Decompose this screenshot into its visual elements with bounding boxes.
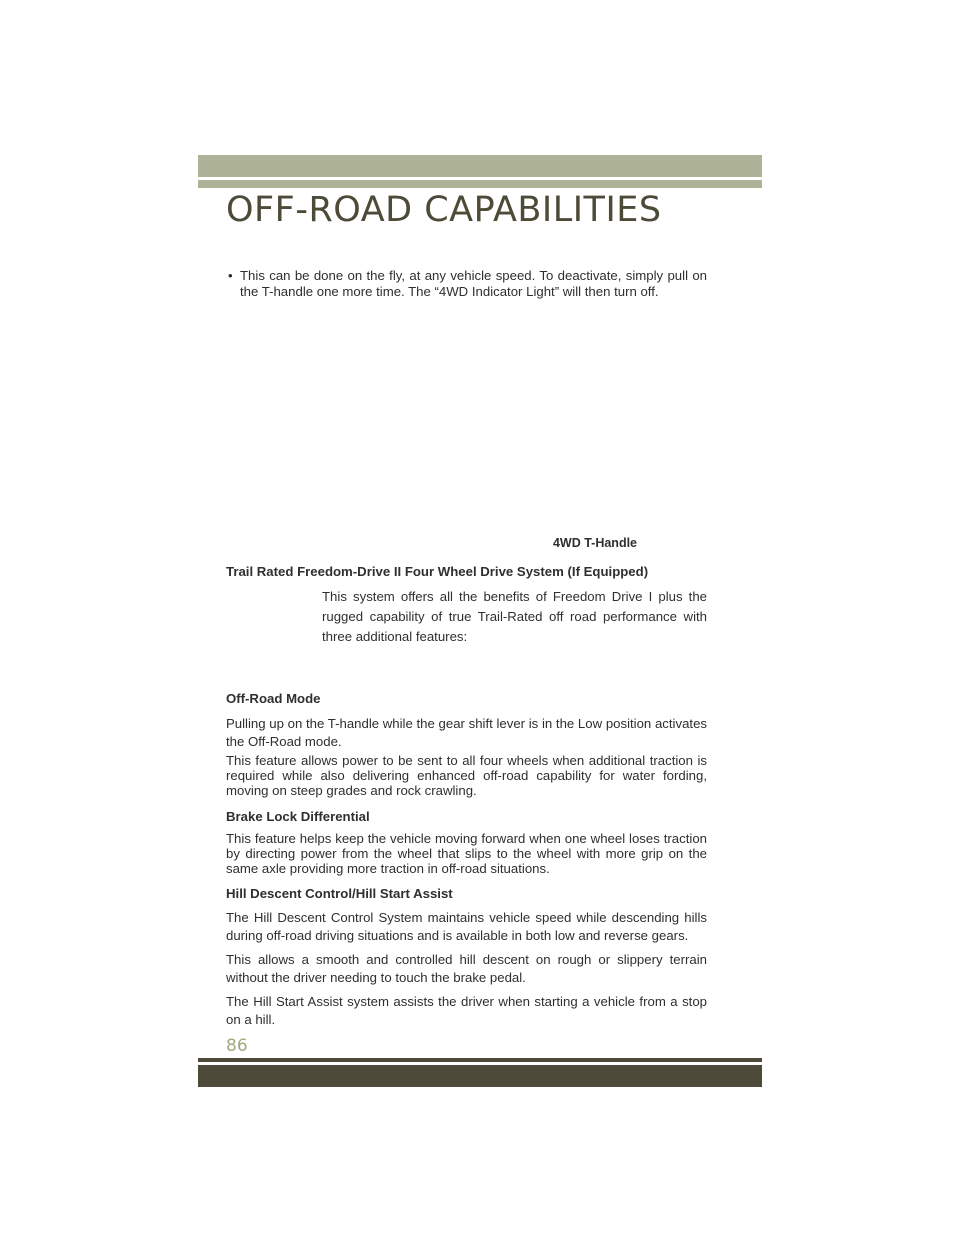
footer-rule — [198, 1058, 762, 1062]
page-number: 86 — [226, 1036, 248, 1056]
header-rule — [198, 180, 762, 188]
trail-rated-intro: This system offers all the benefits of Freedom Drive I plus the rugged capability of true Trail-Rated off road performance with three additional features: — [322, 589, 707, 644]
section-title: OFF-ROAD CAPABILITIES — [226, 190, 662, 230]
brake-lock-heading: Brake Lock Differential — [226, 809, 370, 824]
figure-caption: 4WD T-Handle — [552, 536, 638, 550]
figure-placeholder — [226, 300, 707, 532]
hill-start-paragraph: The Hill Start Assist system assists the driver when starting a vehicle from a stop on a hill. — [226, 994, 707, 1027]
off-road-mode-heading: Off-Road Mode — [226, 691, 321, 706]
off-road-mode-paragraph-2: This feature allows power to be sent to all four wheels when additional traction is required while also delivering enhanced off-road capability for water fording, moving on steep grades and rock crawling. — [226, 753, 707, 798]
header-band — [198, 155, 762, 177]
footer-band — [198, 1065, 762, 1087]
brake-lock-paragraph-1: This feature helps keep the vehicle moving forward when one wheel loses traction by directing power from the wheel that slips to the wheel with more grip on the same axle providing more traction in off-road situations. — [226, 831, 707, 876]
off-road-mode-paragraph-1: Pulling up on the T-handle while the gear shift lever is in the Low position activates the Off-Road mode. — [226, 716, 707, 749]
hill-descent-paragraph-2: This allows a smooth and controlled hill descent on rough or slippery terrain without the driver needing to touch the brake pedal. — [226, 952, 707, 985]
bullet-marker: • — [228, 268, 233, 283]
hill-descent-heading: Hill Descent Control/Hill Start Assist — [226, 886, 453, 901]
hill-descent-paragraph-1: The Hill Descent Control System maintains vehicle speed while descending hills during off-road driving situations and is available in both low and reverse gears. — [226, 910, 707, 943]
trail-rated-heading: Trail Rated Freedom-Drive II Four Wheel Drive System (If Equipped) — [226, 564, 649, 579]
bullet-item: This can be done on the fly, at any vehicle speed. To deactivate, simply pull on the T-handle one more time. The “4WD Indicator Light” will then turn off. — [240, 268, 707, 299]
